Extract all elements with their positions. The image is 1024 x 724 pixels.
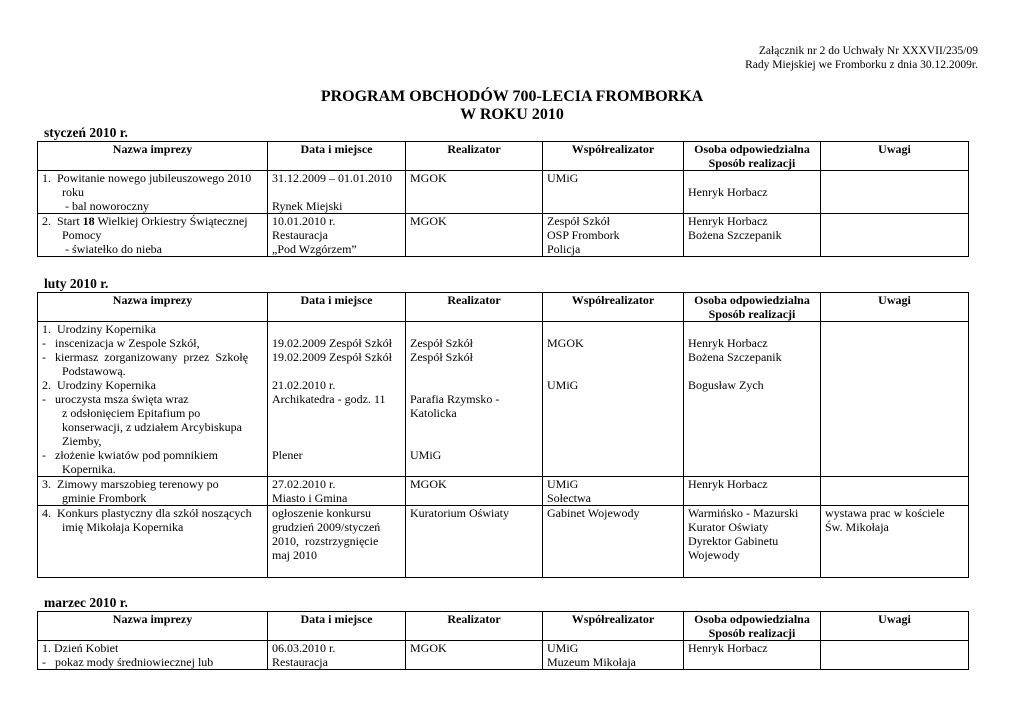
cell-event xyxy=(38,214,268,257)
text-line: Kuratorium Oświaty xyxy=(410,506,509,520)
text-line: Gabinet Wojewody xyxy=(547,506,640,520)
text-line: Miasto i Gmina xyxy=(272,491,348,505)
cell-event xyxy=(38,322,268,477)
cell-date-place xyxy=(268,214,406,257)
cell-date-place xyxy=(268,506,406,578)
text-line: imię Mikołaja Kopernika xyxy=(62,520,184,534)
spacer-line xyxy=(547,350,679,364)
text-line: Wojewody xyxy=(688,548,740,562)
table-row xyxy=(38,214,969,257)
cell-date-place xyxy=(268,477,406,506)
cell-responsible xyxy=(684,322,821,477)
header-row xyxy=(38,293,969,322)
text-line: MGOK xyxy=(410,171,447,185)
cell-organizer xyxy=(406,214,543,257)
text-line: Archikatedra - godz. 11 xyxy=(272,392,386,406)
text-line: 21.02.2010 r. xyxy=(272,378,336,392)
text-line xyxy=(42,214,263,228)
text-line: Muzeum Mikołaja xyxy=(547,655,636,669)
cell-organizer xyxy=(406,641,543,670)
cell-organizer xyxy=(406,506,543,578)
cell-co-organizer xyxy=(543,506,684,578)
spacer-line xyxy=(272,420,401,434)
text-line: grudzień 2009/styczeń xyxy=(272,520,381,534)
text-line: 31.12.2009 – 01.01.2010 xyxy=(272,171,392,185)
header-row xyxy=(38,142,969,171)
text-line: 19.02.2009 Zespół Szkół xyxy=(272,350,392,364)
spacer-line xyxy=(272,406,401,420)
header-remarks: Uwagi xyxy=(821,293,969,322)
header-responsible-line-1: Osoba odpowiedzialna xyxy=(694,142,810,156)
table-january xyxy=(37,141,969,257)
spacer-line xyxy=(272,434,401,448)
text-line: Bożena Szczepanik xyxy=(688,350,782,364)
text-line: Henryk Horbacz xyxy=(688,336,768,350)
cell-responsible xyxy=(684,171,821,214)
header-remarks: Uwagi xyxy=(821,612,969,641)
header-co-organizer: Współrealizator xyxy=(543,142,684,171)
text-line: 1. Urodziny Kopernika xyxy=(42,322,156,336)
cell-co-organizer xyxy=(543,322,684,477)
text-line: Warmińsko - Mazurski xyxy=(688,506,799,520)
text-line: UMiG xyxy=(547,378,579,392)
text-line: Zespół Szkół xyxy=(410,350,473,364)
text-line: - uroczysta msza święta wraz xyxy=(42,392,189,406)
text-line: UMiG xyxy=(547,641,579,655)
cell-event xyxy=(38,477,268,506)
cell-remarks xyxy=(821,214,969,257)
table-row xyxy=(38,322,969,477)
cell-remarks xyxy=(821,171,969,214)
cell-remarks xyxy=(821,506,969,578)
text-line: MGOK xyxy=(410,214,447,228)
text-line: Restauracja xyxy=(272,655,328,669)
cell-event xyxy=(38,171,268,214)
cell-remarks xyxy=(821,322,969,477)
spacer-line xyxy=(547,322,679,336)
cell-organizer xyxy=(406,322,543,477)
text-line: Kopernika. xyxy=(62,462,116,476)
header-responsible-line-1: Osoba odpowiedzialna xyxy=(694,612,810,626)
header-organizer: Realizator xyxy=(406,612,543,641)
cell-event xyxy=(38,506,268,578)
text-line: - kiermasz zorganizowany przez Szkołę xyxy=(42,350,249,364)
text-line: 27.02.2010 r. xyxy=(272,477,336,491)
spacer-line xyxy=(272,364,401,378)
cell-co-organizer xyxy=(543,171,684,214)
cell-organizer xyxy=(406,171,543,214)
table-row xyxy=(38,506,969,578)
text-line: MGOK xyxy=(410,641,447,655)
cell-event xyxy=(38,641,268,670)
month-heading-february: luty 2010 r. xyxy=(44,276,109,291)
spacer-line xyxy=(688,364,816,378)
edition-number: 18 xyxy=(82,214,95,228)
cell-organizer xyxy=(406,477,543,506)
cell-co-organizer xyxy=(543,214,684,257)
cell-date-place xyxy=(268,171,406,214)
header-responsible-line-2: Sposób realizacji xyxy=(708,626,796,640)
header-date-place: Data i miejsce xyxy=(268,142,406,171)
cell-date-place xyxy=(268,641,406,670)
text-line: Ziemby, xyxy=(62,434,102,448)
text-line: 19.02.2009 Zespół Szkół xyxy=(272,336,392,350)
annex-note xyxy=(745,44,978,72)
text-line: UMiG xyxy=(410,448,442,462)
header-event: Nazwa imprezy xyxy=(38,293,268,322)
text-line: maj 2010 xyxy=(272,548,317,562)
header-date-place: Data i miejsce xyxy=(268,293,406,322)
text-line: Henryk Horbacz xyxy=(688,185,768,199)
text-line: Rynek Miejski xyxy=(272,199,343,213)
text-line xyxy=(272,185,401,199)
text-line: z odsłonięciem Epitafium po xyxy=(62,406,201,420)
spacer-line xyxy=(688,171,816,185)
cell-responsible xyxy=(684,477,821,506)
text-line: Kurator Oświaty xyxy=(688,520,769,534)
table-row xyxy=(38,171,969,214)
text-line: konserwacji, z udziałem Arcybiskupa xyxy=(62,420,242,434)
header-co-organizer: Współrealizator xyxy=(543,612,684,641)
cell-remarks xyxy=(821,641,969,670)
text-line: - inscenizacja w Zespole Szkół, xyxy=(42,336,200,350)
cell-responsible xyxy=(684,641,821,670)
text-line: - złożenie kwiatów pod pomnikiem xyxy=(42,448,218,462)
spacer-line xyxy=(410,420,538,434)
spacer-line xyxy=(410,378,538,392)
text-line: UMiG xyxy=(547,477,579,491)
table-february xyxy=(37,292,969,578)
page-title xyxy=(0,88,1024,124)
text-line: 2010, rozstrzygnięcie xyxy=(272,534,379,548)
header-responsible-line-2: Sposób realizacji xyxy=(708,156,796,170)
text-line: Dyrektor Gabinetu xyxy=(688,534,779,548)
text-line: „Pod Wzgórzem” xyxy=(272,242,357,256)
text-line: UMiG xyxy=(547,171,579,185)
event-number: 2. Start xyxy=(42,214,83,228)
text-line: Podstawową. xyxy=(62,364,126,378)
text-line: Restauracja xyxy=(272,228,328,242)
header-responsible xyxy=(684,612,821,641)
text-line: Pomocy xyxy=(62,228,102,242)
title-line-2: W ROKU 2010 xyxy=(460,106,564,123)
text-line: 2. Urodziny Kopernika xyxy=(42,378,156,392)
annex-line-2: Rady Miejskiej we Fromborku z dnia 30.12.2009r. xyxy=(745,59,978,71)
text-line: 1. Powitanie nowego jubileuszowego 2010 xyxy=(42,171,252,185)
text-line: - pokaz mody średniowiecznej lub xyxy=(42,655,214,669)
cell-date-place xyxy=(268,322,406,477)
cell-responsible xyxy=(684,214,821,257)
spacer-line xyxy=(547,364,679,378)
text-line: wystawa prac w kościele xyxy=(825,506,945,520)
month-heading-january: styczeń 2010 r. xyxy=(44,125,128,140)
text-line: Zespół Szkół xyxy=(410,336,473,350)
cell-co-organizer xyxy=(543,641,684,670)
text-line: 06.03.2010 r. xyxy=(272,641,336,655)
text-line: Henryk Horbacz xyxy=(688,641,768,655)
text-line: Św. Mikołaja xyxy=(825,520,889,534)
text-line: Sołectwa xyxy=(547,491,591,505)
title-line-1: PROGRAM OBCHODÓW 700-LECIA FROMBORKA xyxy=(320,88,704,105)
header-remarks: Uwagi xyxy=(821,142,969,171)
table-row xyxy=(38,641,969,670)
spacer-line xyxy=(410,434,538,448)
text-line: Parafia Rzymsko - xyxy=(410,392,500,406)
header-organizer: Realizator xyxy=(406,142,543,171)
text-line: MGOK xyxy=(410,477,447,491)
cell-responsible xyxy=(684,506,821,578)
text-line: gminie Frombork xyxy=(62,491,147,505)
month-heading-march: marzec 2010 r. xyxy=(44,595,128,610)
text-line: OSP Frombork xyxy=(547,228,620,242)
event-name: Wielkiej Orkiestry Świątecznej xyxy=(94,214,248,228)
text-line: Bożena Szczepanik xyxy=(688,228,782,242)
header-event: Nazwa imprezy xyxy=(38,142,268,171)
table-march xyxy=(37,611,969,670)
header-responsible-line-1: Osoba odpowiedzialna xyxy=(694,293,810,307)
text-line: 1. Dzień Kobiet xyxy=(42,641,119,655)
text-line: Henryk Horbacz xyxy=(688,214,768,228)
text-line: ogłoszenie konkursu xyxy=(272,506,371,520)
text-line: Bogusław Zych xyxy=(688,378,764,392)
annex-line-1: Załącznik nr 2 do Uchwały Nr XXXVII/235/09 xyxy=(758,45,978,57)
header-responsible xyxy=(684,142,821,171)
header-row xyxy=(38,612,969,641)
text-line: 4. Konkurs plastyczny dla szkół noszących xyxy=(42,506,252,520)
header-responsible-line-2: Sposób realizacji xyxy=(708,307,796,321)
text-line: - bal noworoczny xyxy=(62,199,149,213)
header-co-organizer: Współrealizator xyxy=(543,293,684,322)
text-line: Katolicka xyxy=(410,406,457,420)
text-line: Plener xyxy=(272,448,303,462)
text-line: - światełko do nieba xyxy=(62,242,162,256)
text-line: 3. Zimowy marszobieg terenowy po xyxy=(42,477,219,491)
cell-co-organizer xyxy=(543,477,684,506)
header-responsible xyxy=(684,293,821,322)
spacer-line xyxy=(688,322,816,336)
text-line: Zespół Szkół xyxy=(547,214,610,228)
spacer-line xyxy=(410,364,538,378)
text-line: roku xyxy=(62,185,84,199)
text-line: Policja xyxy=(547,242,581,256)
header-organizer: Realizator xyxy=(406,293,543,322)
cell-remarks xyxy=(821,477,969,506)
header-date-place: Data i miejsce xyxy=(268,612,406,641)
spacer-line xyxy=(410,322,538,336)
text-line: MGOK xyxy=(547,336,584,350)
table-row xyxy=(38,477,969,506)
spacer-line xyxy=(272,322,401,336)
text-line: 10.01.2010 r. xyxy=(272,214,336,228)
header-event: Nazwa imprezy xyxy=(38,612,268,641)
text-line: Henryk Horbacz xyxy=(688,477,768,491)
